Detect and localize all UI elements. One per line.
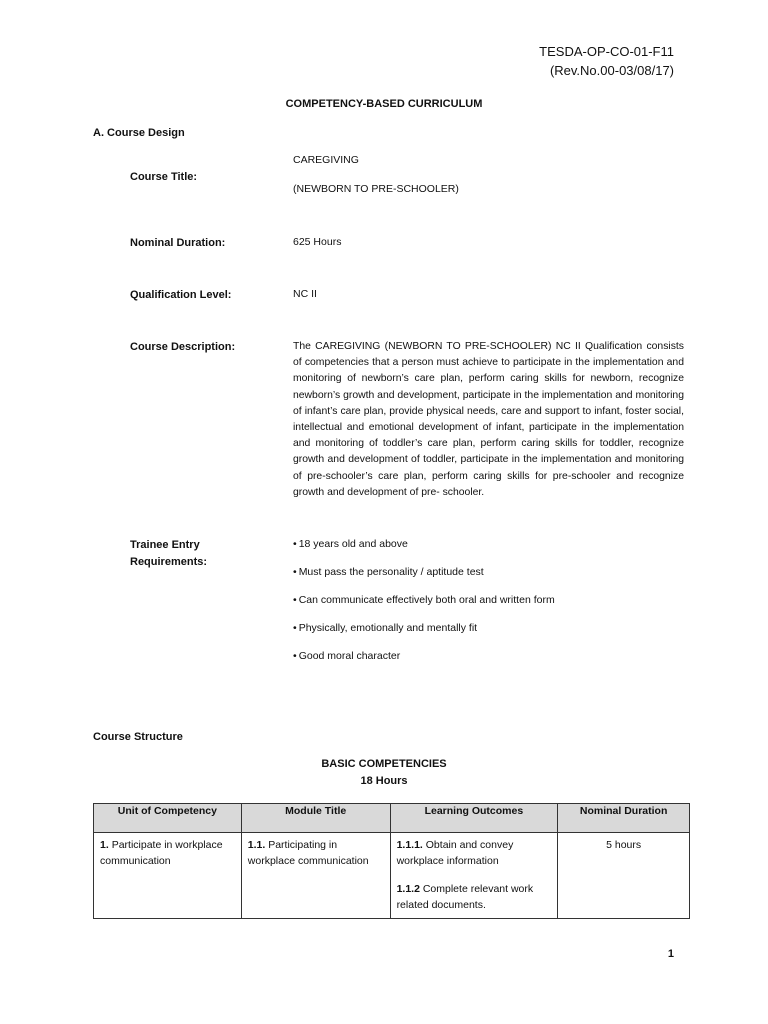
revision-number: (Rev.No.00-03/08/17) [549, 63, 674, 78]
column-header: Learning Outcomes [390, 804, 558, 833]
outcome-text: Complete relevant work related documents. [396, 883, 534, 911]
entry-requirements-label-line1: Trainee Entry [130, 539, 200, 551]
module-title-cell [241, 833, 390, 919]
course-structure-heading: Course Structure [93, 731, 183, 743]
unit-text: Participate in workplace communication [100, 839, 223, 867]
requirement-text: Good moral character [298, 650, 401, 662]
bullet-icon: • [293, 622, 297, 634]
requirement-item [293, 594, 555, 606]
requirement-text: Must pass the personality / aptitude test [298, 566, 484, 578]
competency-table [93, 803, 690, 919]
nominal-duration-label: Nominal Duration: [130, 237, 226, 249]
qualification-level-value: NC II [293, 288, 317, 300]
course-description-text: The CAREGIVING (NEWBORN TO PRE-SCHOOLER) NC II Qualification consists of competencies that a person must achieve to participate in the implementation and monitoring of newborn’s care plan, perform caring skills for newborn, recognize newborn’s growth and development, participate in the implementation and monitoring of infant’s care plan, provide physical needs, care and support to infant, foster social, intellectual and emotional development of infant, participate in the implementation and monitoring of toddler’s care plan, perform caring skills for toddler, recognize growth and development of toddler, participate in the implementation and monitoring of pre-schooler’s care plan, perform caring skills for pre-schooler and recognize growth and development of pre- schooler. [293, 341, 684, 498]
outcome-number: 1.1.2 [396, 883, 420, 895]
course-description-label: Course Description: [130, 341, 236, 353]
requirement-text: Physically, emotionally and mentally fit [298, 622, 478, 634]
basic-competencies-hours: 18 Hours [360, 775, 408, 787]
module-text: Participating in workplace communication [247, 839, 369, 867]
learning-outcomes-cell [390, 833, 558, 919]
module-number: 1.1. [247, 839, 266, 851]
unit-number: 1. [100, 839, 109, 851]
table-header-row [94, 804, 690, 833]
course-title-line2: (NEWBORN TO PRE-SCHOOLER) [293, 183, 459, 195]
document-title: COMPETENCY-BASED CURRICULUM [285, 98, 483, 110]
learning-outcome [397, 837, 552, 869]
requirement-item [293, 622, 477, 634]
bullet-icon: • [293, 566, 297, 578]
course-title-line1: CAREGIVING [293, 154, 359, 166]
section-course-design: A. Course Design [93, 127, 185, 139]
bullet-icon: • [293, 650, 297, 662]
outcome-text: Obtain and convey workplace information [396, 839, 514, 867]
document-code: TESDA-OP-CO-01-F11 [539, 44, 674, 59]
nominal-duration-cell: 5 hours [558, 833, 690, 919]
requirement-text: Can communicate effectively both oral and written form [298, 594, 555, 606]
page-number: 1 [667, 948, 674, 960]
table-row [94, 833, 690, 919]
requirement-item [293, 566, 484, 578]
unit-of-competency-cell [94, 833, 242, 919]
requirement-text: 18 years old and above [298, 538, 408, 550]
basic-competencies-title: BASIC COMPETENCIES [321, 758, 447, 770]
qualification-level-label: Qualification Level: [130, 289, 232, 301]
learning-outcome [397, 881, 552, 913]
requirement-item [293, 650, 400, 662]
requirement-item [293, 538, 408, 550]
column-header: Unit of Competency [94, 804, 242, 833]
bullet-icon: • [293, 594, 297, 606]
nominal-duration-value: 625 Hours [293, 236, 342, 248]
entry-requirements-label-line2: Requirements: [130, 556, 208, 568]
column-header: Nominal Duration [558, 804, 690, 833]
outcome-number: 1.1.1. [396, 839, 423, 851]
course-title-label: Course Title: [130, 171, 198, 183]
bullet-icon: • [293, 538, 297, 550]
column-header: Module Title [241, 804, 390, 833]
